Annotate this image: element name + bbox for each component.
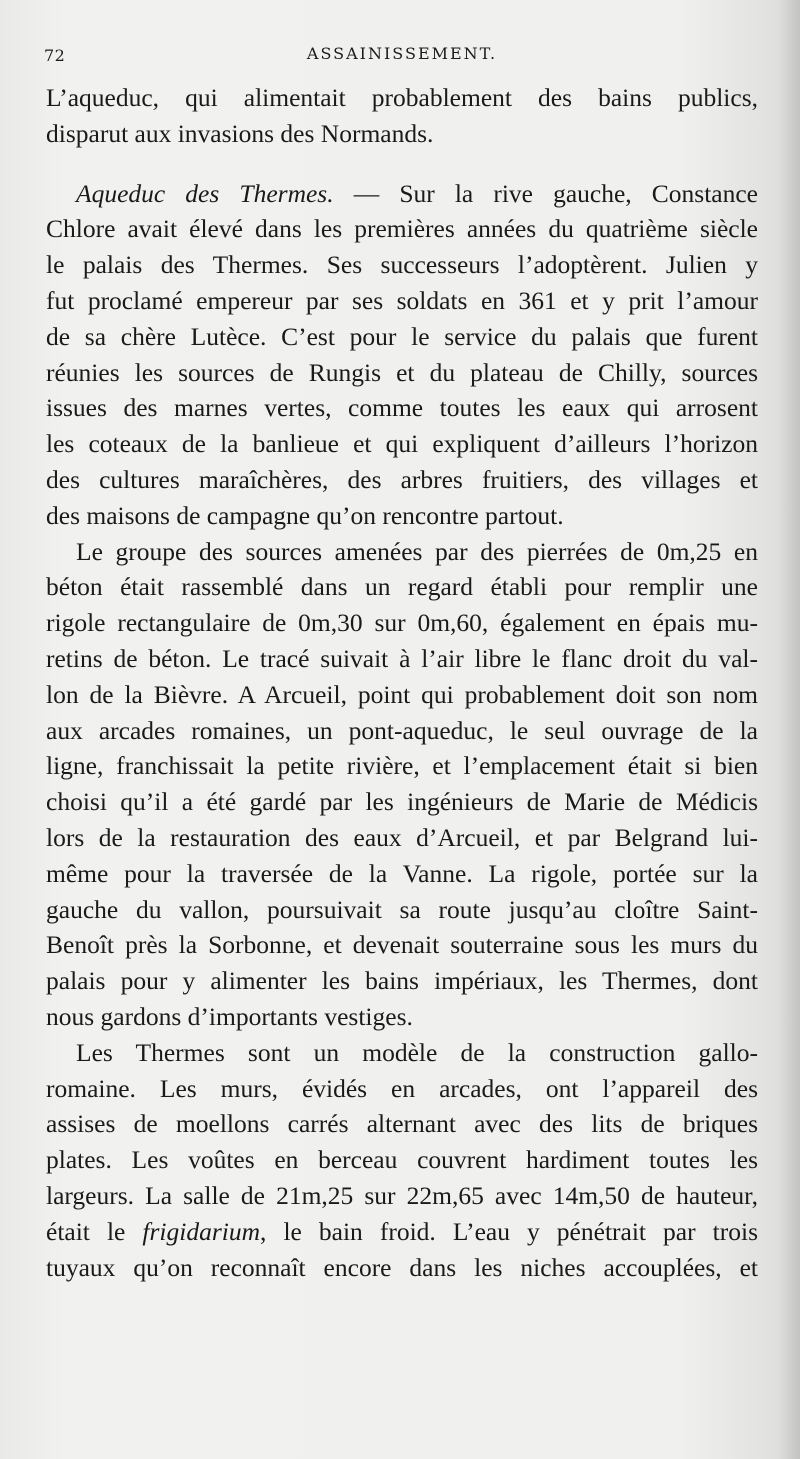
text-line: des maisons de campagne qu’on rencontre partout.	[46, 500, 564, 530]
running-head: ASSAINISSEMENT.	[306, 44, 498, 63]
text-line: aux arcades romaines, un pont-aqueduc, le seul ouvrage de la	[46, 715, 758, 745]
section-heading: Aqueduc des Thermes.	[76, 178, 334, 208]
text-line: réunies les sources de Rungis et du plateau de Chilly, sources	[46, 357, 758, 387]
text-line: béton était rassemblé dans un regard établi pour remplir une	[46, 572, 758, 602]
text-line: même pour la traversée de la Vanne. La rigole, portée sur la	[46, 858, 758, 888]
text-segment: était le	[46, 1216, 143, 1246]
text-line: largeurs. La salle de 21m,25 sur 22m,65 avec 14m,50 de hauteur,	[46, 1180, 758, 1210]
text-line: romaine. Les murs, évidés en arcades, ont l’appareil des	[46, 1073, 758, 1103]
text-line: lors de la restauration des eaux d’Arcueil, et par Belgrand lui-	[46, 822, 758, 852]
text-line: le palais des Thermes. Ses successeurs l’adoptèrent. Julien y	[46, 250, 758, 280]
text-line: plates. Les voûtes en berceau couvrent hardiment toutes les	[46, 1145, 758, 1175]
paragraph-4	[46, 1035, 758, 1286]
text-line: issues des marnes vertes, comme toutes les eaux qui arrosent	[46, 393, 758, 423]
text-line: ligne, franchissait la petite rivière, et l’emplacement était si bien	[46, 751, 758, 781]
text-line	[46, 176, 758, 212]
text-segment: , le bain froid. L’eau y pénétrait par trois	[260, 1216, 758, 1246]
text-line: fut proclamé empereur par ses soldats en 361 et y prit l’amour	[46, 285, 758, 315]
text-line: des cultures maraîchères, des arbres fruitiers, des villages et	[46, 464, 758, 494]
text-line: disparut aux invasions des Normands.	[46, 118, 434, 148]
text-line: Le groupe des sources amenées par des pierrées de 0m,25 en	[76, 536, 758, 566]
text-line: nous gardons d’importants vestiges.	[46, 1001, 413, 1031]
italic-term: frigidarium	[142, 1216, 261, 1246]
text-line: Chlore avait élevé dans les premières années du quatrième siècle	[46, 214, 758, 244]
text-line: retins de béton. Le tracé suivait à l’air libre le flanc droit du val-	[46, 643, 758, 673]
text-line: rigole rectangulaire de 0m,30 sur 0m,60, également en épais mu-	[46, 608, 758, 638]
page-number: 72	[44, 46, 66, 65]
page-header	[44, 40, 760, 74]
text-line: de sa chère Lutèce. C’est pour le service du palais que furent	[46, 321, 758, 351]
text-line: choisi qu’il a été gardé par les ingénieurs de Marie de Médicis	[46, 787, 758, 817]
text-line: assises de moellons carrés alternant avec des lits de briques	[46, 1109, 758, 1139]
text-line: les coteaux de la banlieue et qui expliquent d’ailleurs l’horizon	[46, 429, 758, 459]
paragraph-1	[46, 80, 758, 152]
text-line: lon de la Bièvre. A Arcueil, point qui probablement doit son nom	[46, 679, 758, 709]
page-edge-shadow	[778, 0, 800, 1459]
text-line: tuyaux qu’on reconnaît encore dans les niches accouplées, et	[46, 1252, 758, 1282]
paragraph-2	[46, 176, 758, 534]
text-line: Benoît près la Sorbonne, et devenait souterraine sous les murs du	[46, 930, 758, 960]
body-text	[46, 80, 758, 1285]
text-line: gauche du vallon, poursuivait sa route jusqu’au cloître Saint-	[46, 894, 758, 924]
text-line: L’aqueduc, qui alimentait probablement des bains publics,	[46, 83, 758, 112]
text-line: Les Thermes sont un modèle de la construction gallo-	[76, 1037, 758, 1067]
text-segment: — Sur la rive gauche, Constance	[353, 178, 758, 208]
text-line	[46, 1214, 758, 1250]
text-line: palais pour y alimenter les bains impériaux, les Thermes, dont	[46, 966, 758, 996]
paragraph-3	[46, 534, 758, 1035]
